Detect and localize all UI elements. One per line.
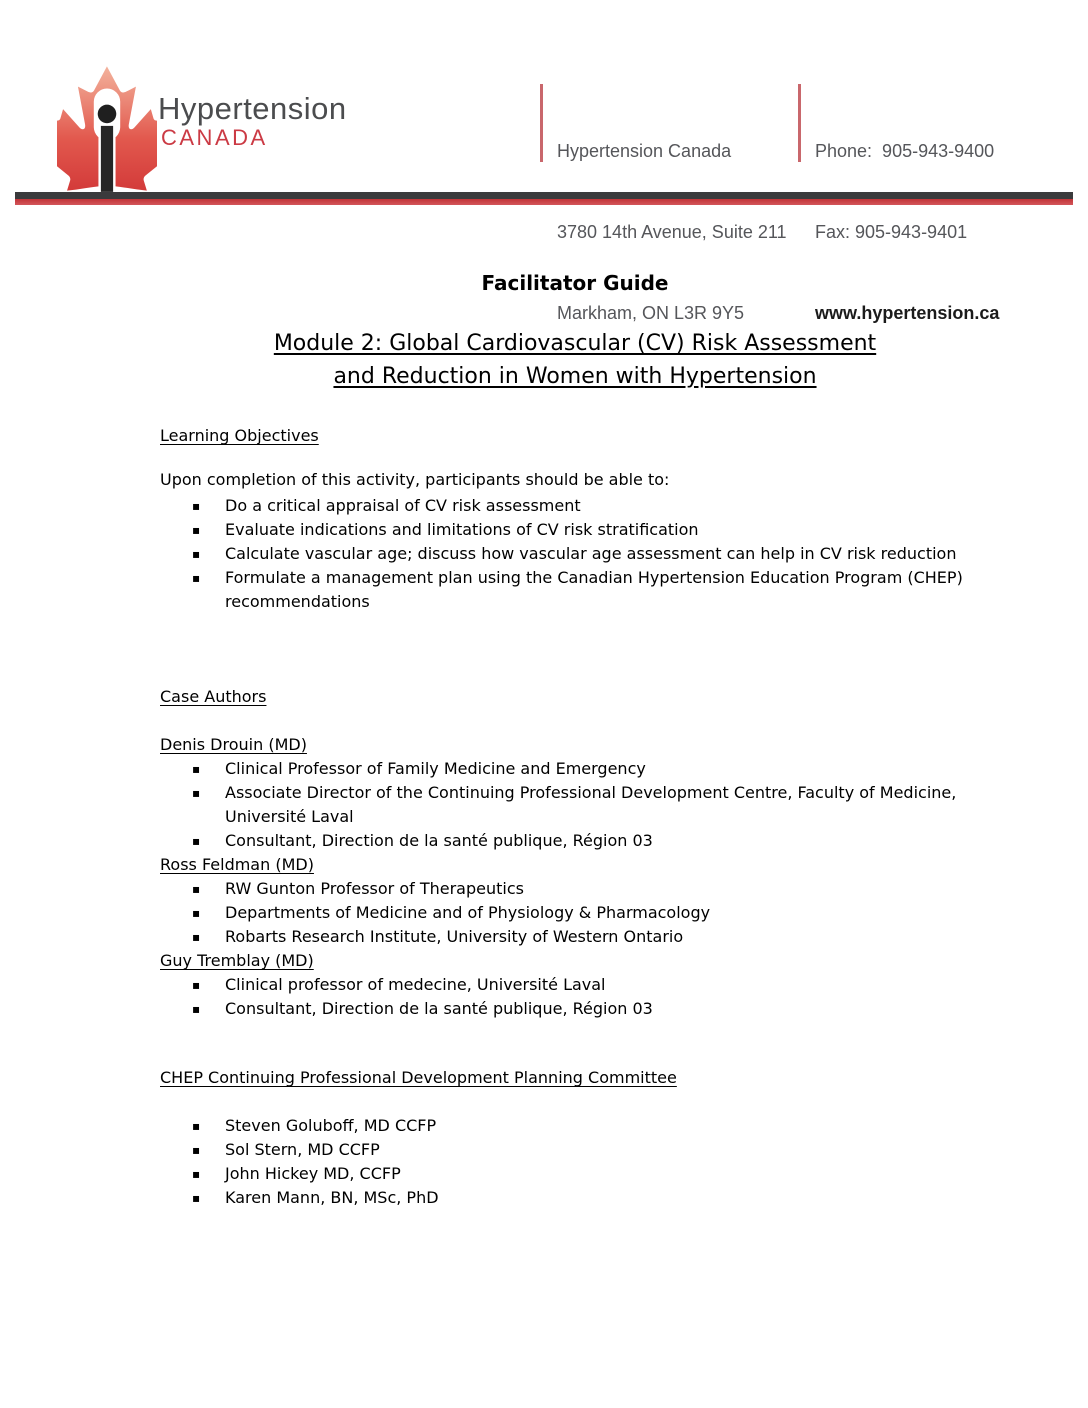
role-text: Associate Director of the Continuing Professional Development Centre, Faculty of Medicine, Université Laval <box>225 783 957 826</box>
module-title-line2: and Reduction in Women with Hypertension <box>333 364 817 389</box>
role-text: Consultant, Direction de la santé publique, Région 03 <box>225 999 653 1018</box>
author-name: Ross Feldman (MD) <box>160 855 314 874</box>
objective-text: Formulate a management plan using the Canadian Hypertension Education Program (CHEP) recommendations <box>225 568 963 611</box>
case-authors-heading: Case Authors <box>160 687 267 706</box>
role-item <box>160 997 1040 1021</box>
logo-wordmark: Hypertension <box>158 91 347 126</box>
objective-item <box>160 518 1040 542</box>
bullet-icon: ▪ <box>192 1002 201 1016</box>
page-title: Facilitator Guide <box>481 271 669 295</box>
bullet-icon: ▪ <box>192 1119 201 1133</box>
org-name: Hypertension Canada <box>557 141 732 161</box>
divider-red-bar <box>15 199 1073 205</box>
member-item <box>160 1186 1040 1210</box>
module-title-line1: Module 2: Global Cardiovascular (CV) Risk Assessment <box>273 331 877 356</box>
org-website: www.hypertension.ca <box>815 303 1000 323</box>
org-fax: Fax: 905-943-9401 <box>815 222 968 242</box>
bullet-icon: ▪ <box>192 906 201 920</box>
author-block <box>160 949 1040 1021</box>
member-text: Karen Mann, BN, MSc, PhD <box>225 1188 439 1207</box>
org-contact <box>798 84 1000 323</box>
bullet-icon: ▪ <box>192 1191 201 1205</box>
author-roles-list <box>160 973 1040 1021</box>
bullet-icon: ▪ <box>192 1167 201 1181</box>
hypertension-canada-logo-icon <box>57 66 157 198</box>
objective-text: Evaluate indications and limitations of CV risk stratification <box>225 520 699 539</box>
logo-wordmark-sub: CANADA <box>161 125 268 150</box>
objective-text: Do a critical appraisal of CV risk assessment <box>225 496 581 515</box>
author-block <box>160 733 1040 853</box>
role-text: RW Gunton Professor of Therapeutics <box>225 879 524 898</box>
role-item <box>160 901 1040 925</box>
role-item <box>160 781 1040 829</box>
org-street: 3780 14th Avenue, Suite 211 <box>557 222 787 242</box>
role-item <box>160 757 1040 781</box>
bullet-icon: ▪ <box>192 786 201 800</box>
member-item <box>160 1162 1040 1186</box>
member-text: Sol Stern, MD CCFP <box>225 1140 380 1159</box>
member-item <box>160 1114 1040 1138</box>
bullet-icon: ▪ <box>192 523 201 537</box>
author-block <box>160 853 1040 949</box>
learning-objectives-heading: Learning Objectives <box>160 426 319 445</box>
role-text: Robarts Research Institute, University of Western Ontario <box>225 927 684 946</box>
learning-objectives-intro: Upon completion of this activity, participants should be able to: <box>160 470 670 489</box>
org-phone: Phone: 905-943-9400 <box>815 141 995 161</box>
member-item <box>160 1138 1040 1162</box>
learning-objectives-list <box>160 494 1040 614</box>
role-text: Clinical Professor of Family Medicine and Emergency <box>225 759 646 778</box>
objective-item <box>160 494 1040 518</box>
role-text: Clinical professor of medecine, Université Laval <box>225 975 606 994</box>
objective-text: Calculate vascular age; discuss how vascular age assessment can help in CV risk reduction <box>225 544 957 563</box>
bullet-icon: ▪ <box>192 882 201 896</box>
org-city: Markham, ON L3R 9Y5 <box>557 303 745 323</box>
objective-item <box>160 566 995 614</box>
committee-heading: CHEP Continuing Professional Development Planning Committee <box>160 1068 677 1087</box>
author-roles-list <box>160 877 1040 949</box>
role-item <box>160 829 1040 853</box>
role-text: Consultant, Direction de la santé publique, Région 03 <box>225 831 653 850</box>
bullet-icon: ▪ <box>192 571 201 585</box>
author-name: Denis Drouin (MD) <box>160 735 307 754</box>
bullet-icon: ▪ <box>192 547 201 561</box>
member-text: John Hickey MD, CCFP <box>225 1164 401 1183</box>
bullet-icon: ▪ <box>192 834 201 848</box>
bullet-icon: ▪ <box>192 499 201 513</box>
objective-item <box>160 542 1045 566</box>
bullet-icon: ▪ <box>192 762 201 776</box>
bullet-icon: ▪ <box>192 930 201 944</box>
role-item <box>160 973 1040 997</box>
author-name: Guy Tremblay (MD) <box>160 951 314 970</box>
role-text: Departments of Medicine and of Physiology & Pharmacology <box>225 903 711 922</box>
case-authors-section <box>160 733 1040 1021</box>
author-roles-list <box>160 757 1040 853</box>
module-title <box>120 327 1030 393</box>
letterhead-divider <box>15 192 1073 205</box>
divider-dark-bar <box>15 192 1073 199</box>
role-item <box>160 925 1040 949</box>
member-text: Steven Goluboff, MD CCFP <box>225 1116 437 1135</box>
bullet-icon: ▪ <box>192 1143 201 1157</box>
committee-members-list <box>160 1114 1040 1210</box>
bullet-icon: ▪ <box>192 978 201 992</box>
role-item <box>160 877 1040 901</box>
